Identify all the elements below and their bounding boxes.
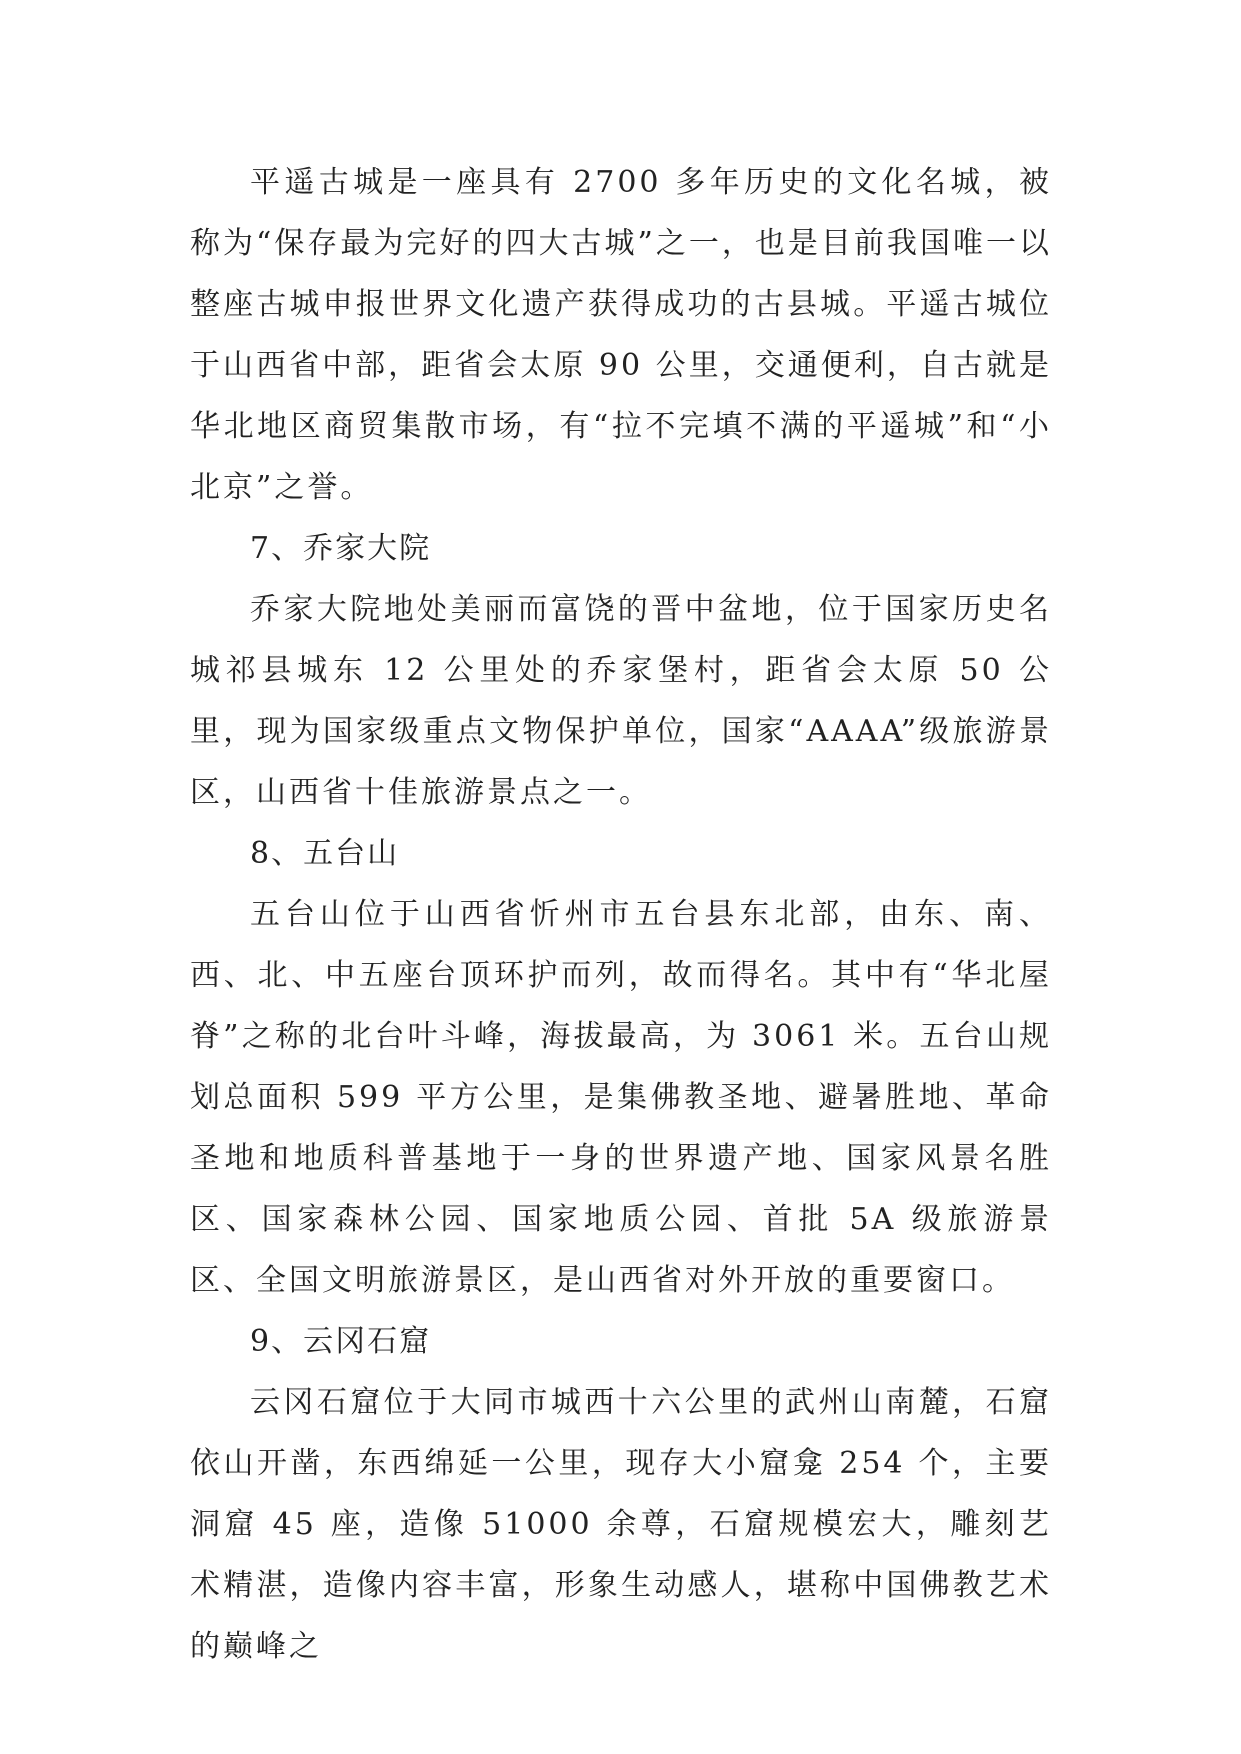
- paragraph-pingyao: 平遥古城是一座具有 2700 多年历史的文化名城，被称为“保存最为完好的四大古城”之一，也是目前我国唯一以整座古城申报世界文化遗产获得成功的古县城。平遥古城位于山西省中部，距省会太原 90 公里，交通便利，自古就是华北地区商贸集散市场，有“拉不完填不满的平遥城”和“小北京”之誉。: [190, 165, 1052, 505]
- heading-yungang-grottoes: 9、云冈石窟: [250, 1324, 432, 1359]
- paragraph-yungang-grottoes: 云冈石窟位于大同市城西十六公里的武州山南麓，石窟依山开凿，东西绵延一公里，现存大小窟龛 254 个，主要洞窟 45 座，造像 51000 余尊，石窟规模宏大，雕刻艺术精湛，造像内容丰富，形象生动感人，堪称中国佛教艺术的巅峰之: [190, 1385, 1052, 1664]
- heading-qiao-family-compound: 7、乔家大院: [250, 531, 432, 566]
- paragraph-qiao-family-compound: 乔家大院地处美丽而富饶的晋中盆地，位于国家历史名城祁县城东 12 公里处的乔家堡村，距省会太原 50 公里，现为国家级重点文物保护单位，国家“AAAA”级旅游景区，山西省十佳旅游景点之一。: [190, 592, 1052, 810]
- heading-wutai-mountain: 8、五台山: [250, 836, 400, 871]
- document-body: [190, 152, 1052, 1677]
- paragraph-wutai-mountain: 五台山位于山西省忻州市五台县东北部，由东、南、西、北、中五座台顶环护而列，故而得名。其中有“华北屋脊”之称的北台叶斗峰，海拔最高，为 3061 米。五台山规划总面积 599 平方公里，是集佛教圣地、避暑胜地、革命圣地和地质科普基地于一身的世界遗产地、国家风景名胜区、国家森林公园、国家地质公园、首批 5A 级旅游景区、全国文明旅游景区，是山西省对外开放的重要窗口。: [190, 897, 1052, 1298]
